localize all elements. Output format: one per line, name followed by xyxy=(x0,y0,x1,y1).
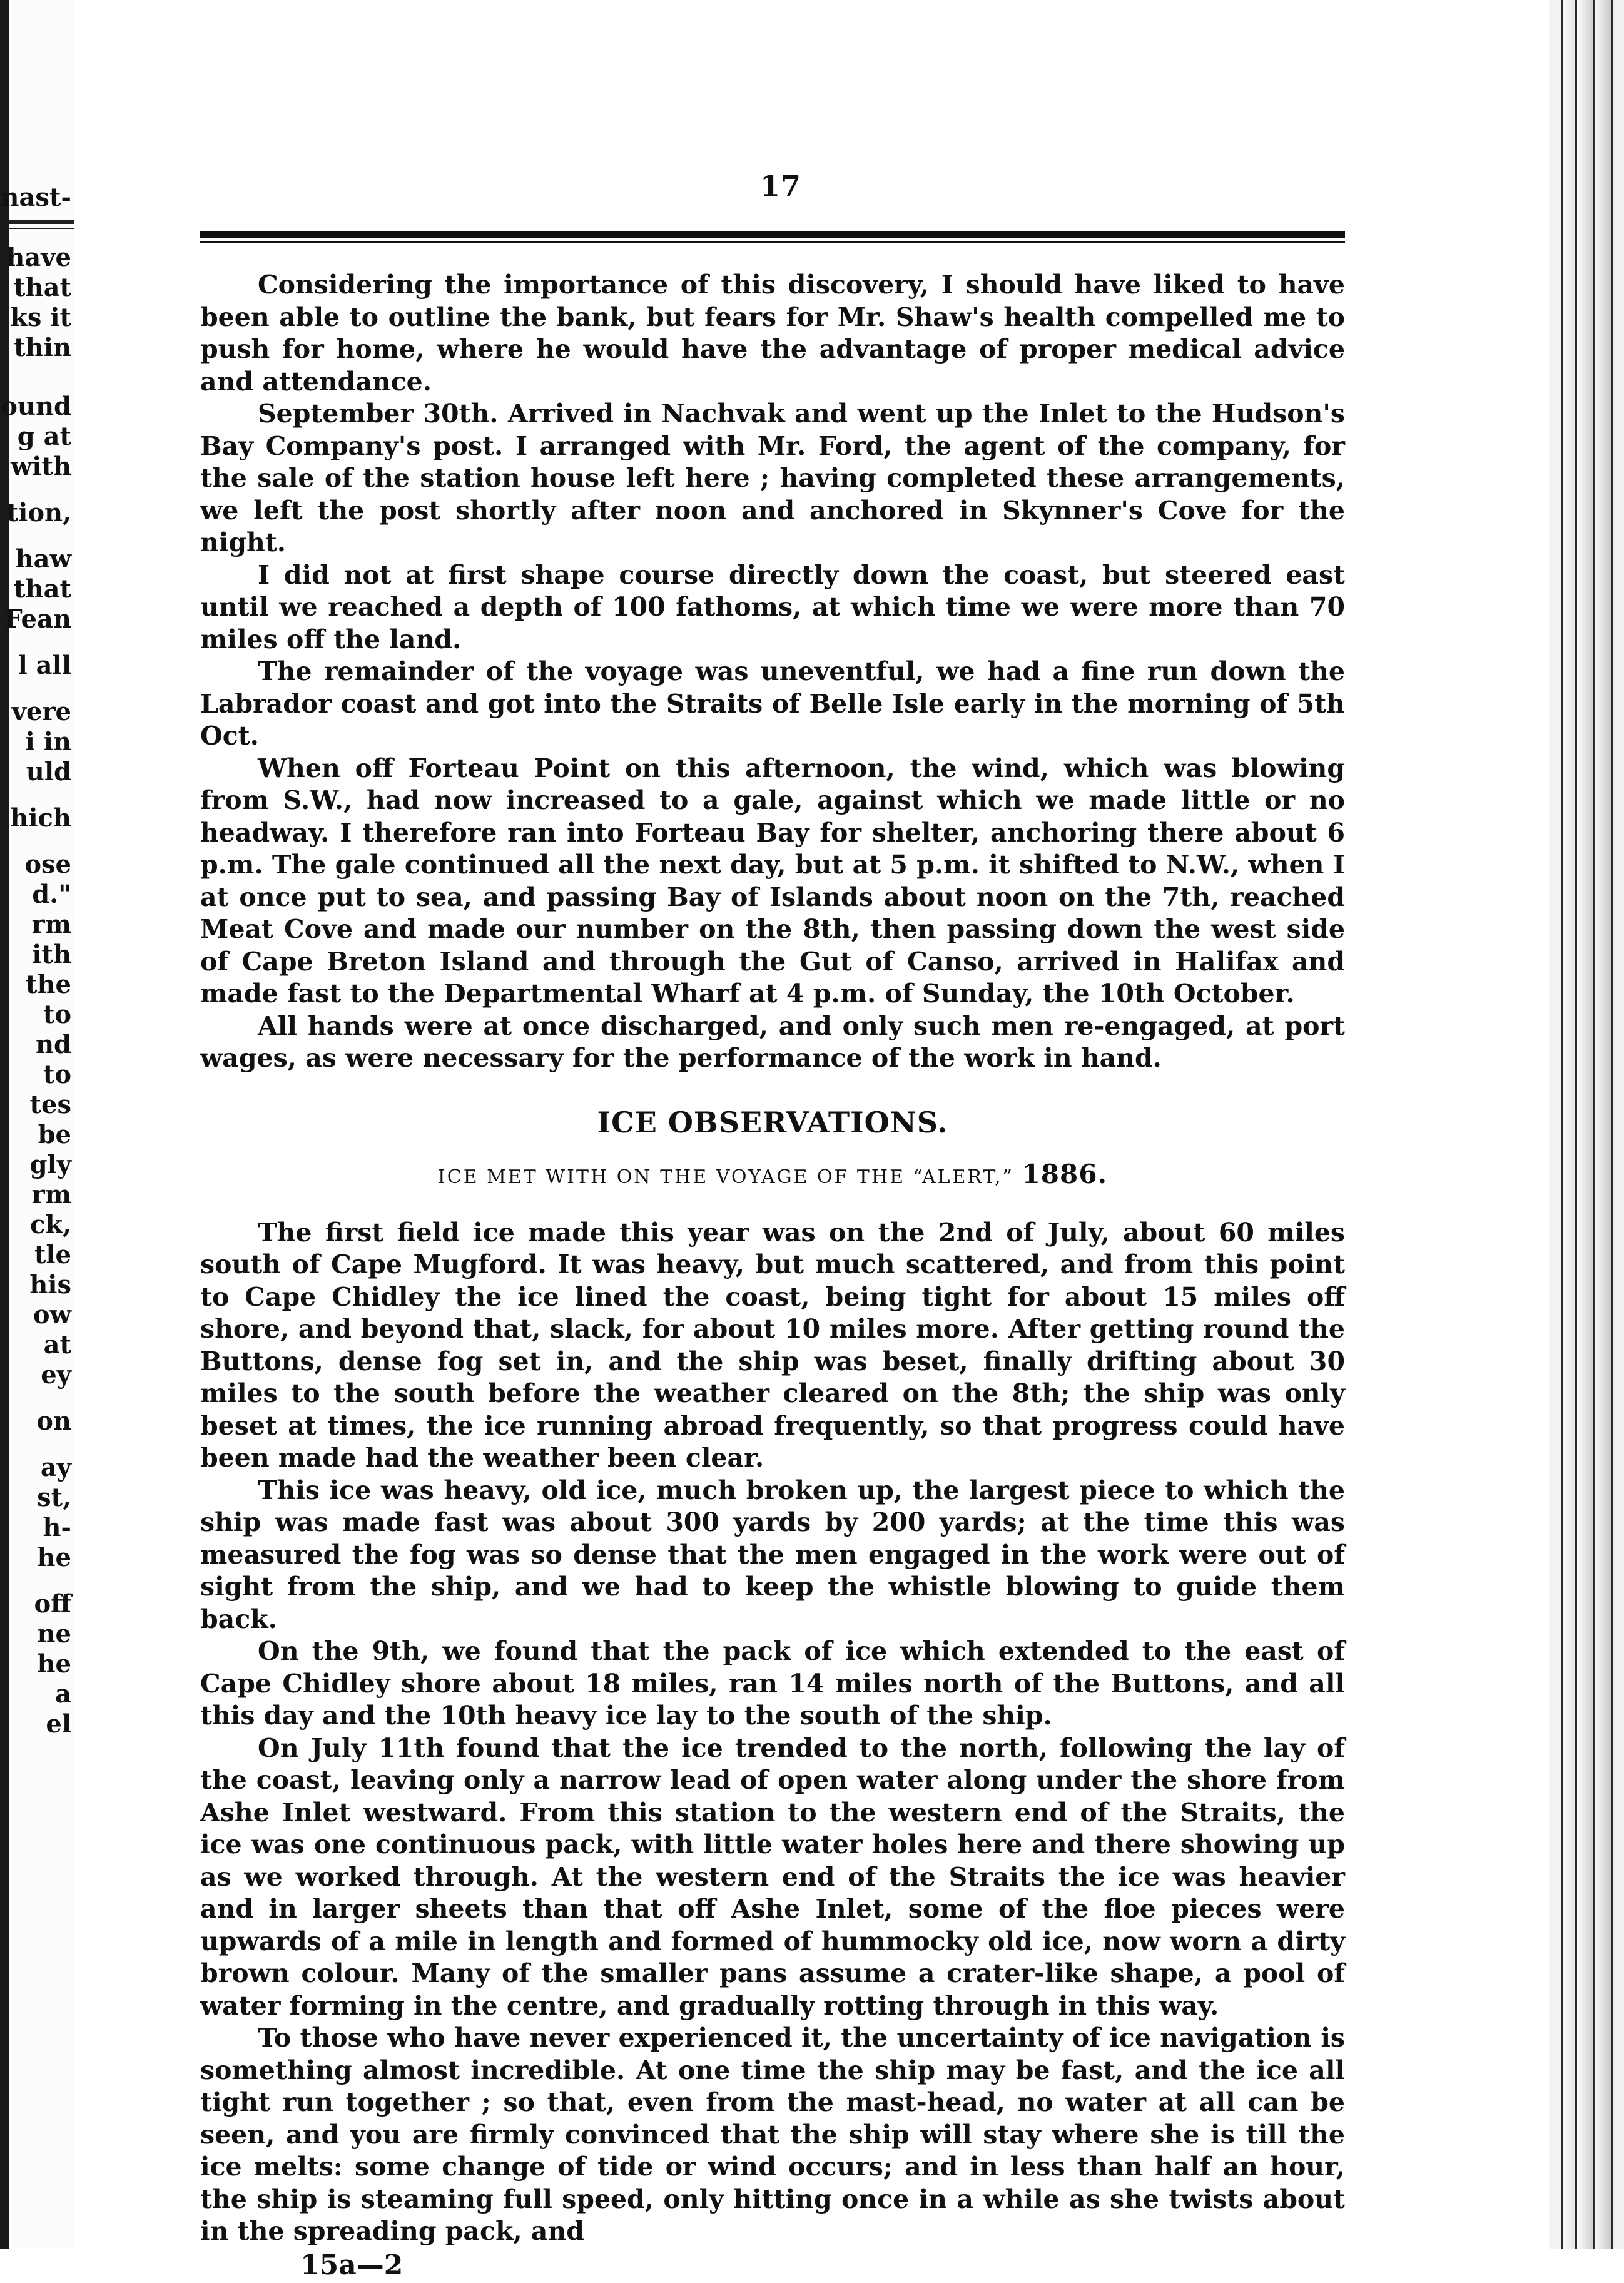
page-edge-line xyxy=(1575,0,1577,2249)
paragraph: When off Forteau Point on this afternoon, the wind, which was blowing from S.W., had now increased to a gale, against which we made little or no headway. I therefore ran into Forteau Bay for shelter, anchoring there about 6 p.m. The gale continued all the next day, but at 5 p.m. it shifted to N.W., when I at once put to sea, and passing Bay of Islands about noon on the 7th, reached Meat Cove and made our number on the 8th, then passing down the west side of Cape Breton Island and through the Gut of Canso, arrived in Halifax and made fast to the Departmental Wharf at 4 p.m. of Sunday, the 10th October. xyxy=(200,753,1345,1009)
facing-page-fragment: d." xyxy=(32,880,71,909)
header-rule xyxy=(200,231,1345,245)
facing-page-fragment: a xyxy=(55,1679,71,1709)
section-subtitle xyxy=(200,1159,1345,1193)
facing-page-fragment: with xyxy=(10,452,71,481)
page-number: 17 xyxy=(760,169,802,203)
facing-page-fragment: on xyxy=(36,1406,71,1436)
facing-page-fragment: l all xyxy=(18,651,71,680)
facing-page-fragment: hich xyxy=(10,803,71,833)
facing-page-fragment: he xyxy=(37,1649,71,1679)
facing-page-fragment: he xyxy=(37,1543,71,1572)
page-fold-shadow xyxy=(0,0,9,2249)
facing-page-fragment: thin xyxy=(14,333,71,362)
facing-page-fragment: his xyxy=(29,1270,71,1299)
facing-page-fragment: ow xyxy=(33,1300,71,1330)
section-subtitle-year: 1886. xyxy=(1022,1158,1108,1189)
facing-page-fragment: nd xyxy=(35,1030,71,1059)
facing-page-fragment: have xyxy=(6,243,71,272)
facing-page-fragment: rm xyxy=(31,910,71,939)
paragraph: To those who have never experienced it, the uncertainty of ice navigation is something almost incredible. At one time the ship may be fast, and the ice all tight run together ; so that, even from the mast-head, no water at all can be seen, and you are firmly convinced that the ship will stay where she is till the ice melts: some change of tide or wind occurs; and in less than half an hour, the ship is steaming full speed, only hitting once in a while as she twists about in the spreading pack, and xyxy=(200,2023,1345,2246)
header-rule-thick xyxy=(200,231,1345,238)
facing-page-fragment: ne xyxy=(37,1619,71,1649)
paragraph: On July 11th found that the ice trended to the north, following the lay of the coast, leaving only a narrow lead of open water along under the shore from Ashe Inlet westward. From this station to the western end of the Straits, the ice was one continuous pack, with little water holes here and there showing up as we worked through. At the western end of the Straits the ice was heavier and in larger sheets than that off Ashe Inlet, some of the floe pieces were upwards of a mile in length and formed of hummocky old ice, now worn a dirty brown colour. Many of the smaller pans assume a crater-like shape, a pool of water forming in the centre, and gradually rotting through in this way. xyxy=(200,1732,1345,2021)
facing-page-fragment: that xyxy=(14,273,71,302)
facing-page-fragment: be xyxy=(38,1120,71,1149)
facing-page-fragment: ith xyxy=(32,940,71,969)
facing-page-fragment: uld xyxy=(26,757,71,786)
facing-page-rule-thin xyxy=(9,228,74,229)
header-rule-thin xyxy=(200,241,1345,243)
paragraph: Considering the importance of this discovery, I should have liked to have been able to outline the bank, but fears for Mr. Shaw's health compelled me to push for home, where he would have the advantage of proper medical advice and attendance. xyxy=(200,270,1345,397)
paragraph: September 30th. Arrived in Nachvak and went up the Inlet to the Hudson's Bay Company's post. I arranged with Mr. Ford, the agent of the company, for the sale of the station house left here ; having completed these arrangements, we left the post shortly after noon and anchored in Skynner's Cove for the night. xyxy=(200,399,1345,557)
section-subtitle-text: ICE MET WITH ON THE VOYAGE OF THE “ALERT,” xyxy=(437,1166,1015,1188)
facing-page-fragment: to xyxy=(43,1060,71,1089)
facing-page-fragment: Fean xyxy=(4,604,71,634)
facing-page-fragment: rm xyxy=(31,1180,71,1209)
paragraph: This ice was heavy, old ice, much broken up, the largest piece to which the ship was made fast was about 300 yards by 200 yards; at the time this was measured the fog was so dense that the men engaged in the work were out of sight from the ship, and we had to keep the whistle blowing to guide them back. xyxy=(200,1475,1345,1634)
facing-page-fragment: off xyxy=(34,1589,71,1619)
stacked-page-edges xyxy=(1549,0,1624,2249)
facing-page-fragment: ks it xyxy=(10,303,71,332)
facing-page-edge xyxy=(0,0,74,2249)
facing-page-fragment: i in xyxy=(25,727,71,756)
facing-page-fragment: ey xyxy=(41,1360,71,1390)
section-title: ICE OBSERVATIONS. xyxy=(597,1105,948,1139)
facing-page-fragment: to xyxy=(43,1000,71,1029)
facing-page-fragment: g at xyxy=(17,422,71,451)
paragraph: I did not at first shape course directly down the coast, but steered east until we reached a depth of 100 fathoms, at which time we were more than 70 miles off the land. xyxy=(200,559,1345,654)
paragraph: All hands were at once discharged, and only such men re-engaged, at port wages, as were necessary for the performance of the work in hand. xyxy=(200,1010,1345,1073)
page-edge-line xyxy=(1593,0,1595,2249)
facing-page-fragment: ound xyxy=(1,392,71,421)
paragraph: The first field ice made this year was on the 2nd of July, about 60 miles south of Cape Mugford. It was heavy, but much scattered, and from this point to Cape Chidley the ice lined the coast, being tight for about 15 miles off shore, and beyond that, slack, for about 10 miles more. After getting round the Buttons, dense fog set in, and the ship was beset, finally drifting about 30 miles to the south before the weather cleared on the 8th; the ship was only beset at times, the ice running abroad frequently, so that progress could have been made had the weather been clear. xyxy=(200,1217,1345,1473)
facing-page-fragment: the xyxy=(25,970,71,999)
facing-page-fragment: vere xyxy=(11,697,71,726)
facing-page-fragment: that xyxy=(14,574,71,604)
facing-page-fragment: st, xyxy=(37,1483,71,1512)
facing-page-fragment: nast- xyxy=(1,183,71,212)
facing-page-fragment: ck, xyxy=(30,1210,71,1239)
facing-page-fragment: haw xyxy=(15,544,71,574)
facing-page-fragment: ose xyxy=(24,850,71,879)
facing-page-rule xyxy=(9,220,74,224)
paragraph: On the 9th, we found that the pack of ice which extended to the east of Cape Chidley shore about 18 miles, ran 14 miles north of the Buttons, and all this day and the 10th heavy ice lay to the south of the ship. xyxy=(200,1636,1345,1731)
facing-page-fragment: tle xyxy=(34,1240,71,1269)
paragraph: The remainder of the voyage was uneventful, we had a fine run down the Labrador coast and got into the Straits of Belle Isle early in the morning of 5th Oct. xyxy=(200,656,1345,751)
page-edge-line xyxy=(1561,0,1563,2249)
page-edge-line xyxy=(1611,0,1613,2249)
signature-mark: 15a—2 xyxy=(300,2249,403,2281)
facing-page-fragment: gly xyxy=(29,1150,71,1179)
facing-page-fragment: tes xyxy=(29,1090,71,1119)
body-text xyxy=(200,269,1345,2283)
facing-page-fragment: h- xyxy=(43,1513,71,1542)
facing-page-fragment: at xyxy=(43,1330,71,1360)
facing-page-fragment: ay xyxy=(40,1453,71,1482)
facing-page-fragment: el xyxy=(46,1709,71,1739)
facing-page-fragment: tion, xyxy=(6,498,71,527)
